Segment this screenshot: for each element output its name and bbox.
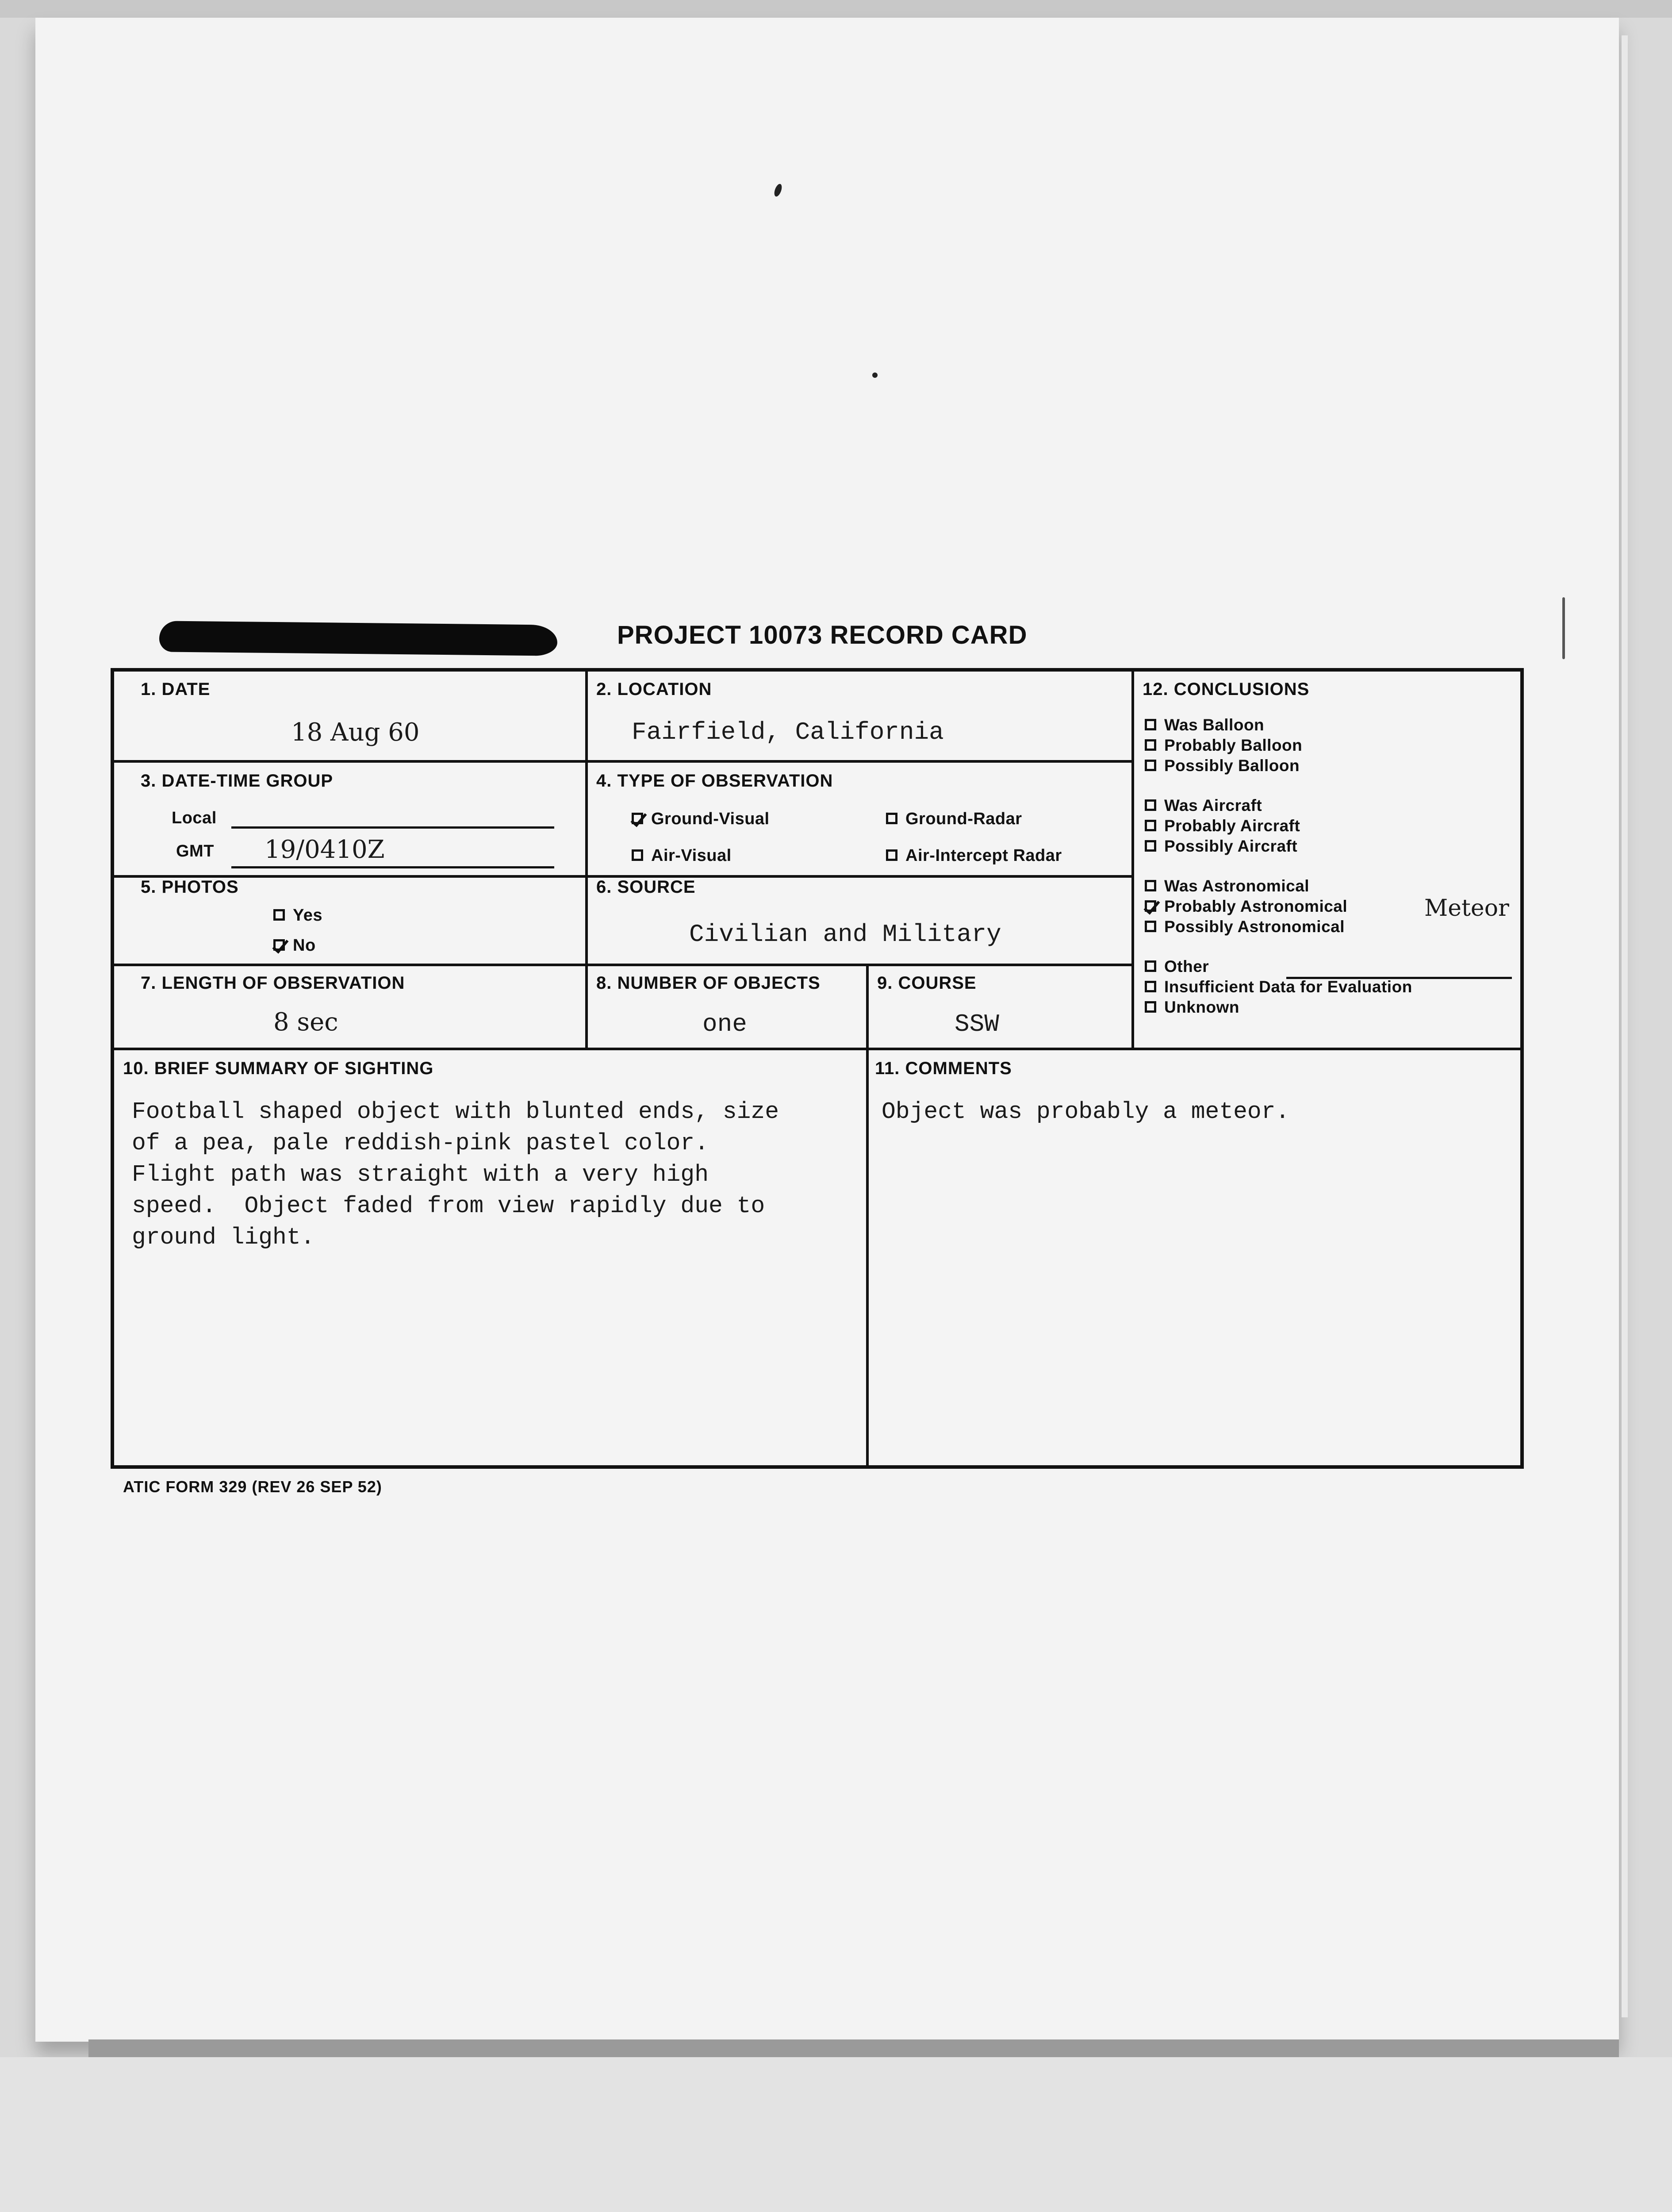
checkbox-icon[interactable]	[1145, 760, 1156, 771]
paper-edge	[1622, 35, 1628, 2017]
length-label: 7. LENGTH OF OBSERVATION	[141, 973, 405, 993]
form-identifier: ATIC FORM 329 (REV 26 SEP 52)	[123, 1478, 382, 1496]
checkbox-icon[interactable]	[886, 813, 897, 824]
conclusions-label: 12. CONCLUSIONS	[1143, 680, 1310, 699]
conclusion-item: Other	[1145, 957, 1209, 976]
dtg-gmt-label: GMT	[176, 842, 214, 860]
checkbox-icon[interactable]	[886, 849, 897, 861]
photos-label: 5. PHOTOS	[141, 877, 239, 897]
date-label: 1. DATE	[141, 680, 211, 699]
observation-type-label: 4. TYPE OF OBSERVATION	[596, 771, 833, 791]
checkbox-icon[interactable]	[1145, 840, 1156, 852]
divider	[114, 760, 1131, 763]
photos-yes: Yes	[273, 906, 322, 925]
divider	[866, 964, 869, 1466]
obs-air-visual: Air-Visual	[632, 846, 732, 865]
summary-label: 10. BRIEF SUMMARY OF SIGHTING	[123, 1059, 434, 1078]
course-value: SSW	[955, 1010, 999, 1038]
paper-shadow	[88, 2039, 1619, 2057]
comments-text: Object was probably a meteor.	[882, 1098, 1290, 1125]
dust-speck	[872, 373, 878, 378]
summary-text	[132, 1096, 857, 1459]
dust-speck	[1562, 597, 1565, 659]
checkbox-icon[interactable]	[1145, 1001, 1156, 1013]
summary-line: ground light.	[132, 1224, 315, 1251]
obs-ground-radar: Ground-Radar	[886, 810, 1022, 829]
checkbox-icon[interactable]	[632, 849, 643, 861]
conclusion-item: Probably Balloon	[1145, 736, 1302, 755]
course-label: 9. COURSE	[877, 973, 977, 993]
obs-ground-visual: Ground-Visual	[632, 810, 770, 829]
conclusion-item: Was Aircraft	[1145, 796, 1262, 815]
conclusion-item: Insufficient Data for Evaluation	[1145, 978, 1412, 996]
objects-value: one	[702, 1010, 747, 1038]
scan-top-strip	[0, 0, 1672, 18]
checkbox-icon[interactable]	[1145, 880, 1156, 891]
summary-line: Flight path was straight with a very high	[132, 1161, 709, 1188]
checkbox-icon[interactable]	[273, 939, 285, 951]
summary-line: Football shaped object with blunted ends, size	[132, 1098, 779, 1125]
checkbox-icon[interactable]	[1145, 900, 1156, 912]
checkbox-icon[interactable]	[1145, 739, 1156, 751]
dtg-local-label: Local	[172, 809, 217, 827]
scan-background	[0, 2057, 1672, 2212]
checkbox-icon[interactable]	[273, 909, 285, 921]
conclusions-list	[1145, 716, 1521, 1043]
conclusion-item: Probably Aircraft	[1145, 817, 1300, 835]
objects-label: 8. NUMBER OF OBJECTS	[596, 973, 821, 993]
conclusion-item: Possibly Balloon	[1145, 757, 1300, 775]
summary-line: speed. Object faded from view rapidly due to	[132, 1193, 765, 1219]
location-value: Fairfield, California	[632, 718, 944, 746]
checkbox-icon[interactable]	[1145, 799, 1156, 811]
divider	[1131, 672, 1134, 1048]
length-value: 8 sec	[273, 1008, 338, 1037]
checkbox-icon[interactable]	[632, 813, 643, 824]
source-value: Civilian and Military	[689, 920, 1001, 949]
divider	[114, 964, 1131, 966]
dtg-local-line	[231, 826, 554, 829]
date-value: 18 Aug 60	[291, 718, 420, 747]
other-line	[1286, 977, 1512, 979]
summary-line: of a pea, pale reddish-pink pastel color.	[132, 1130, 709, 1156]
redaction-mark	[159, 621, 558, 656]
dtg-gmt-value: 19/0410Z	[265, 835, 385, 864]
source-label: 6. SOURCE	[596, 877, 696, 897]
photos-no: No	[273, 936, 316, 955]
divider	[114, 1048, 1521, 1050]
checkbox-icon[interactable]	[1145, 960, 1156, 972]
conclusion-item: Probably Astronomical	[1145, 897, 1347, 916]
record-card	[111, 668, 1524, 1469]
checkbox-icon[interactable]	[1145, 820, 1156, 831]
card-title: PROJECT 10073 RECORD CARD	[617, 621, 1028, 649]
conclusion-item: Was Balloon	[1145, 716, 1264, 734]
location-label: 2. LOCATION	[596, 680, 712, 699]
conclusion-item: Was Astronomical	[1145, 877, 1309, 895]
obs-air-intercept-radar: Air-Intercept Radar	[886, 846, 1062, 865]
conclusion-item: Unknown	[1145, 998, 1239, 1017]
divider	[585, 672, 588, 1048]
conclusion-item: Possibly Astronomical	[1145, 918, 1345, 936]
checkbox-icon[interactable]	[1145, 719, 1156, 730]
dtg-gmt-line	[231, 866, 554, 868]
dtg-label: 3. DATE-TIME GROUP	[141, 771, 334, 791]
checkbox-icon[interactable]	[1145, 981, 1156, 992]
comments-label: 11. COMMENTS	[875, 1059, 1012, 1078]
checkbox-icon[interactable]	[1145, 921, 1156, 932]
conclusion-item: Possibly Aircraft	[1145, 837, 1297, 856]
conclusion-note: Meteor	[1424, 895, 1509, 922]
